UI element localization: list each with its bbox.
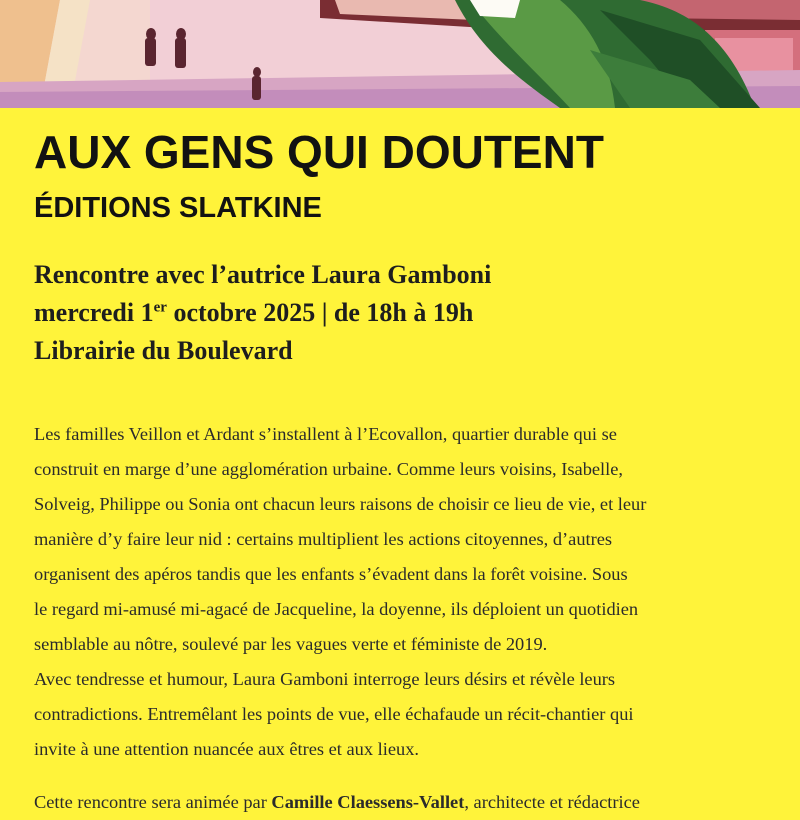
poster-content: [0, 108, 800, 812]
description-line: semblable au nôtre, soulevé par les vagues verte et féministe de 2019.: [34, 634, 548, 654]
event-date-time: octobre 2025 | de 18h à 19h: [166, 298, 474, 327]
description-line: contradictions. Entremêlant les points de vue, elle échafaude un récit-chantier qui: [34, 704, 634, 724]
description-line: Avec tendresse et humour, Laura Gamboni interroge leurs désirs et révèle leurs: [34, 669, 616, 689]
moderator-prefix: Cette rencontre sera animée par: [34, 792, 272, 812]
description-line: Les familles Veillon et Ardant s’installent à l’Ecovallon, quartier durable qui se: [34, 424, 617, 444]
description-line: Solveig, Philippe ou Sonia ont chacun leurs raisons de choisir ce lieu de vie, et leur: [34, 494, 647, 514]
description-line: construit en marge d’une agglomération urbaine. Comme leurs voisins, Isabelle,: [34, 459, 624, 479]
event-details: [34, 256, 774, 370]
description-line: le regard mi-amusé mi-agacé de Jacqueline, la doyenne, ils déploient un quotidien: [34, 599, 639, 619]
moderator-line: [34, 785, 794, 820]
book-description: [34, 417, 774, 767]
description-line: manière d’y faire leur nid : certains multiplient les actions citoyennes, d’autres: [34, 529, 613, 549]
description-line: organisent des apéros tandis que les enfants s’évadent dans la forêt voisine. Sous: [34, 564, 628, 584]
description-line: invite à une attention nuancée aux êtres et aux lieux.: [34, 739, 420, 759]
hero-illustration: [0, 0, 800, 108]
moderator-name: Camille Claessens-Vallet: [271, 792, 465, 812]
painting-illustration: [0, 0, 800, 108]
event-date-prefix: mercredi 1: [34, 298, 154, 327]
event-headline: Rencontre avec l’autrice Laura Gamboni: [34, 260, 492, 289]
event-venue: Librairie du Boulevard: [34, 336, 293, 365]
book-title: AUX GENS QUI DOUTENT: [34, 126, 604, 178]
event-date-superscript: er: [153, 299, 167, 316]
publisher-name: ÉDITIONS SLATKINE: [34, 192, 322, 224]
moderator-suffix: , architecte et rédactrice: [464, 792, 640, 812]
event-date: [34, 294, 774, 332]
